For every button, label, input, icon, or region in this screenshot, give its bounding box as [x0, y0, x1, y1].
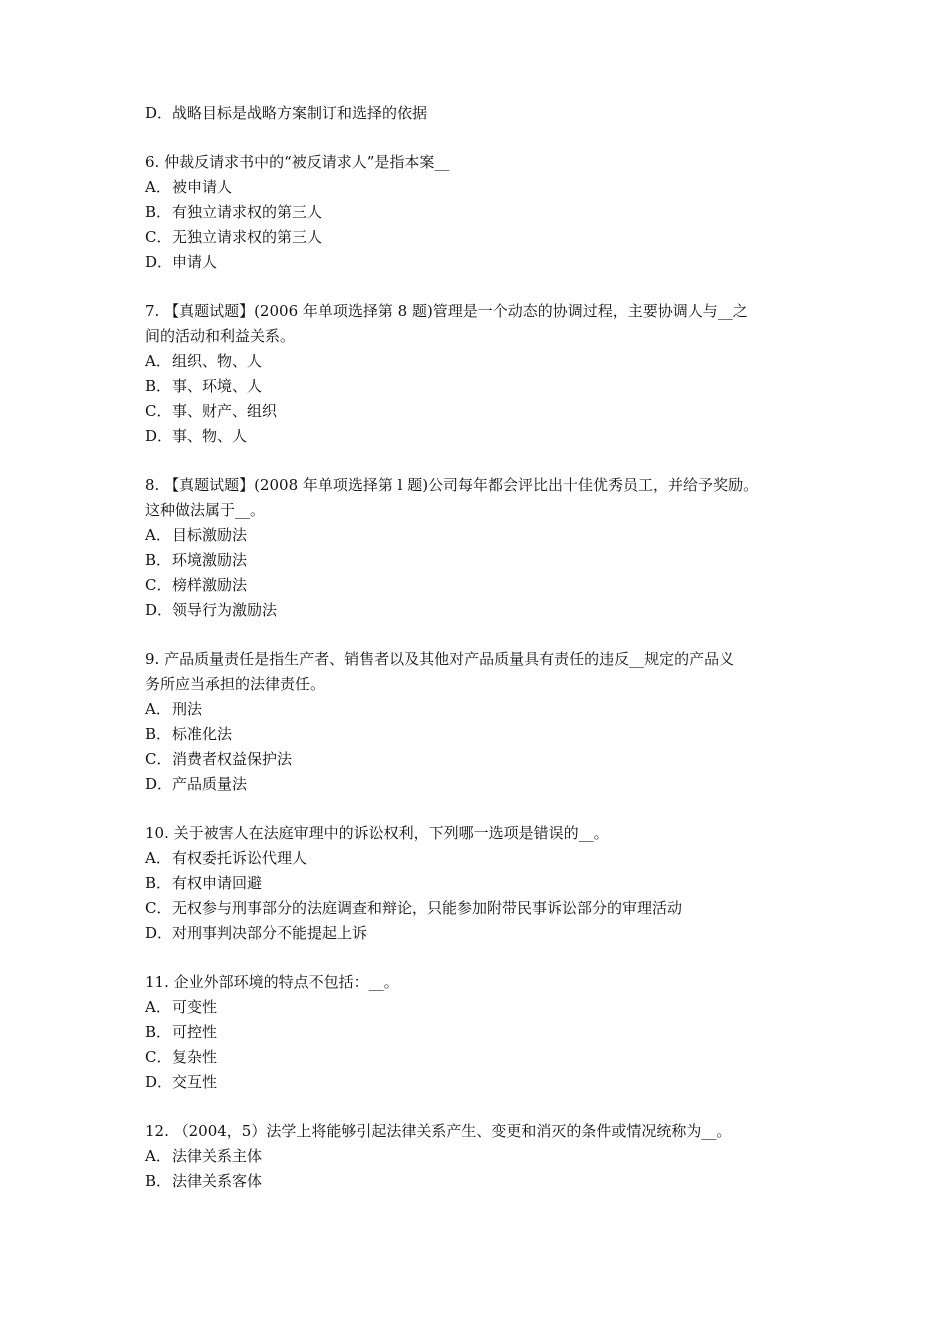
option-text: 消费者权益保护法 [172, 750, 293, 768]
option-letter: C． [145, 402, 172, 420]
question-8 [145, 473, 810, 623]
spacer [145, 449, 810, 473]
option-text: 事、物、人 [172, 427, 248, 445]
option-letter: B． [145, 377, 172, 395]
question-stem: 7. 【真题试题】(2006 年单项选择第 8 题)管理是一个动态的协调过程，主要协调人与__之 [145, 302, 748, 320]
option-letter: C． [145, 899, 172, 917]
option-line [145, 598, 810, 623]
option-text: 无独立请求权的第三人 [172, 228, 323, 246]
option-line [145, 1144, 810, 1169]
option-line [145, 697, 810, 722]
option-letter: A． [145, 526, 171, 544]
spacer [145, 1095, 810, 1119]
option-text: 组织、物、人 [172, 352, 263, 370]
option-text: 环境激励法 [172, 551, 248, 569]
option-text: 产品质量法 [172, 775, 248, 793]
option-text: 事、财产、组织 [172, 402, 278, 420]
question-stem: 10. 关于被害人在法庭审理中的诉讼权利，下列哪一选项是错误的__。 [145, 824, 609, 842]
option-text: 可控性 [172, 1023, 218, 1041]
option-line [145, 747, 810, 772]
option-line [145, 772, 810, 797]
question-stem: 11. 企业外部环境的特点不包括：__。 [145, 973, 399, 991]
option-text: 事、环境、人 [172, 377, 263, 395]
option-line [145, 871, 810, 896]
option-line [145, 101, 810, 126]
option-line [145, 722, 810, 747]
option-letter: D． [145, 253, 173, 271]
option-letter: B． [145, 725, 172, 743]
option-line [145, 399, 810, 424]
option-line [145, 995, 810, 1020]
question-7 [145, 299, 810, 449]
option-text: 被申请人 [172, 178, 233, 196]
option-letter: C． [145, 750, 172, 768]
option-letter: D． [145, 104, 173, 122]
question-stem: 8. 【真题试题】(2008 年单项选择第 l 题)公司每年都会评比出十佳优秀员工，并给予奖励。 [145, 476, 759, 494]
option-line [145, 225, 810, 250]
option-letter: D． [145, 427, 173, 445]
question-stem: 这种做法属于__。 [145, 501, 266, 519]
question-6 [145, 150, 810, 275]
option-text: 标准化法 [172, 725, 233, 743]
option-text: 无权参与刑事部分的法庭调查和辩论，只能参加附带民事诉讼部分的审理活动 [172, 899, 683, 917]
option-letter: D． [145, 1073, 173, 1091]
option-letter: D． [145, 775, 173, 793]
option-letter: C． [145, 576, 172, 594]
option-line [145, 349, 810, 374]
option-letter: D． [145, 924, 173, 942]
option-text: 刑法 [172, 700, 203, 718]
question-stem: 务所应当承担的法律责任。 [145, 675, 326, 693]
option-letter: A． [145, 849, 171, 867]
option-text: 有权委托诉讼代理人 [172, 849, 308, 867]
option-letter: A． [145, 178, 171, 196]
spacer [145, 275, 810, 299]
question-9 [145, 647, 810, 797]
option-letter: B． [145, 874, 172, 892]
option-text: 有独立请求权的第三人 [172, 203, 323, 221]
question-stem: 间的活动和利益关系。 [145, 327, 296, 345]
option-letter: B． [145, 1172, 172, 1190]
option-text: 目标激励法 [172, 526, 248, 544]
option-text: 法律关系主体 [172, 1147, 263, 1165]
option-line [145, 1169, 810, 1194]
spacer [145, 623, 810, 647]
option-text: 申请人 [172, 253, 218, 271]
option-text: 可变性 [172, 998, 218, 1016]
option-text: 交互性 [172, 1073, 218, 1091]
option-letter: B． [145, 1023, 172, 1041]
spacer [145, 797, 810, 821]
question-10 [145, 821, 810, 946]
option-text: 战略目标是战略方案制订和选择的依据 [172, 104, 428, 122]
spacer [145, 126, 810, 150]
question-stem: 12. （2004，5）法学上将能够引起法律关系产生、变更和消灭的条件或情况统称为__。 [145, 1122, 732, 1140]
option-letter: B． [145, 551, 172, 569]
question-12 [145, 1119, 810, 1194]
option-line [145, 200, 810, 225]
option-letter: A． [145, 998, 171, 1016]
option-text: 对刑事判决部分不能提起上诉 [172, 924, 368, 942]
option-line [145, 573, 810, 598]
option-letter: C． [145, 228, 172, 246]
question-stem: 6. 仲裁反请求书中的“被反请求人”是指本案__ [145, 153, 450, 171]
option-text: 复杂性 [172, 1048, 218, 1066]
option-text: 有权申请回避 [172, 874, 263, 892]
option-line [145, 1045, 810, 1070]
option-line [145, 846, 810, 871]
option-line [145, 921, 810, 946]
option-line [145, 1070, 810, 1095]
option-line [145, 1020, 810, 1045]
option-line [145, 175, 810, 200]
option-letter: A． [145, 700, 171, 718]
option-letter: C． [145, 1048, 172, 1066]
option-line [145, 523, 810, 548]
option-letter: B． [145, 203, 172, 221]
spacer [145, 946, 810, 970]
question-11 [145, 970, 810, 1095]
option-line [145, 896, 810, 921]
question-list [145, 101, 810, 1194]
option-line [145, 250, 810, 275]
option-text: 领导行为激励法 [172, 601, 278, 619]
question-stem: 9. 产品质量责任是指生产者、销售者以及其他对产品质量具有责任的违反__规定的产品义 [145, 650, 735, 668]
option-letter: A． [145, 352, 171, 370]
option-line [145, 424, 810, 449]
option-line [145, 374, 810, 399]
option-line [145, 548, 810, 573]
option-letter: D． [145, 601, 173, 619]
option-text: 法律关系客体 [172, 1172, 263, 1190]
option-letter: A． [145, 1147, 171, 1165]
option-text: 榜样激励法 [172, 576, 248, 594]
